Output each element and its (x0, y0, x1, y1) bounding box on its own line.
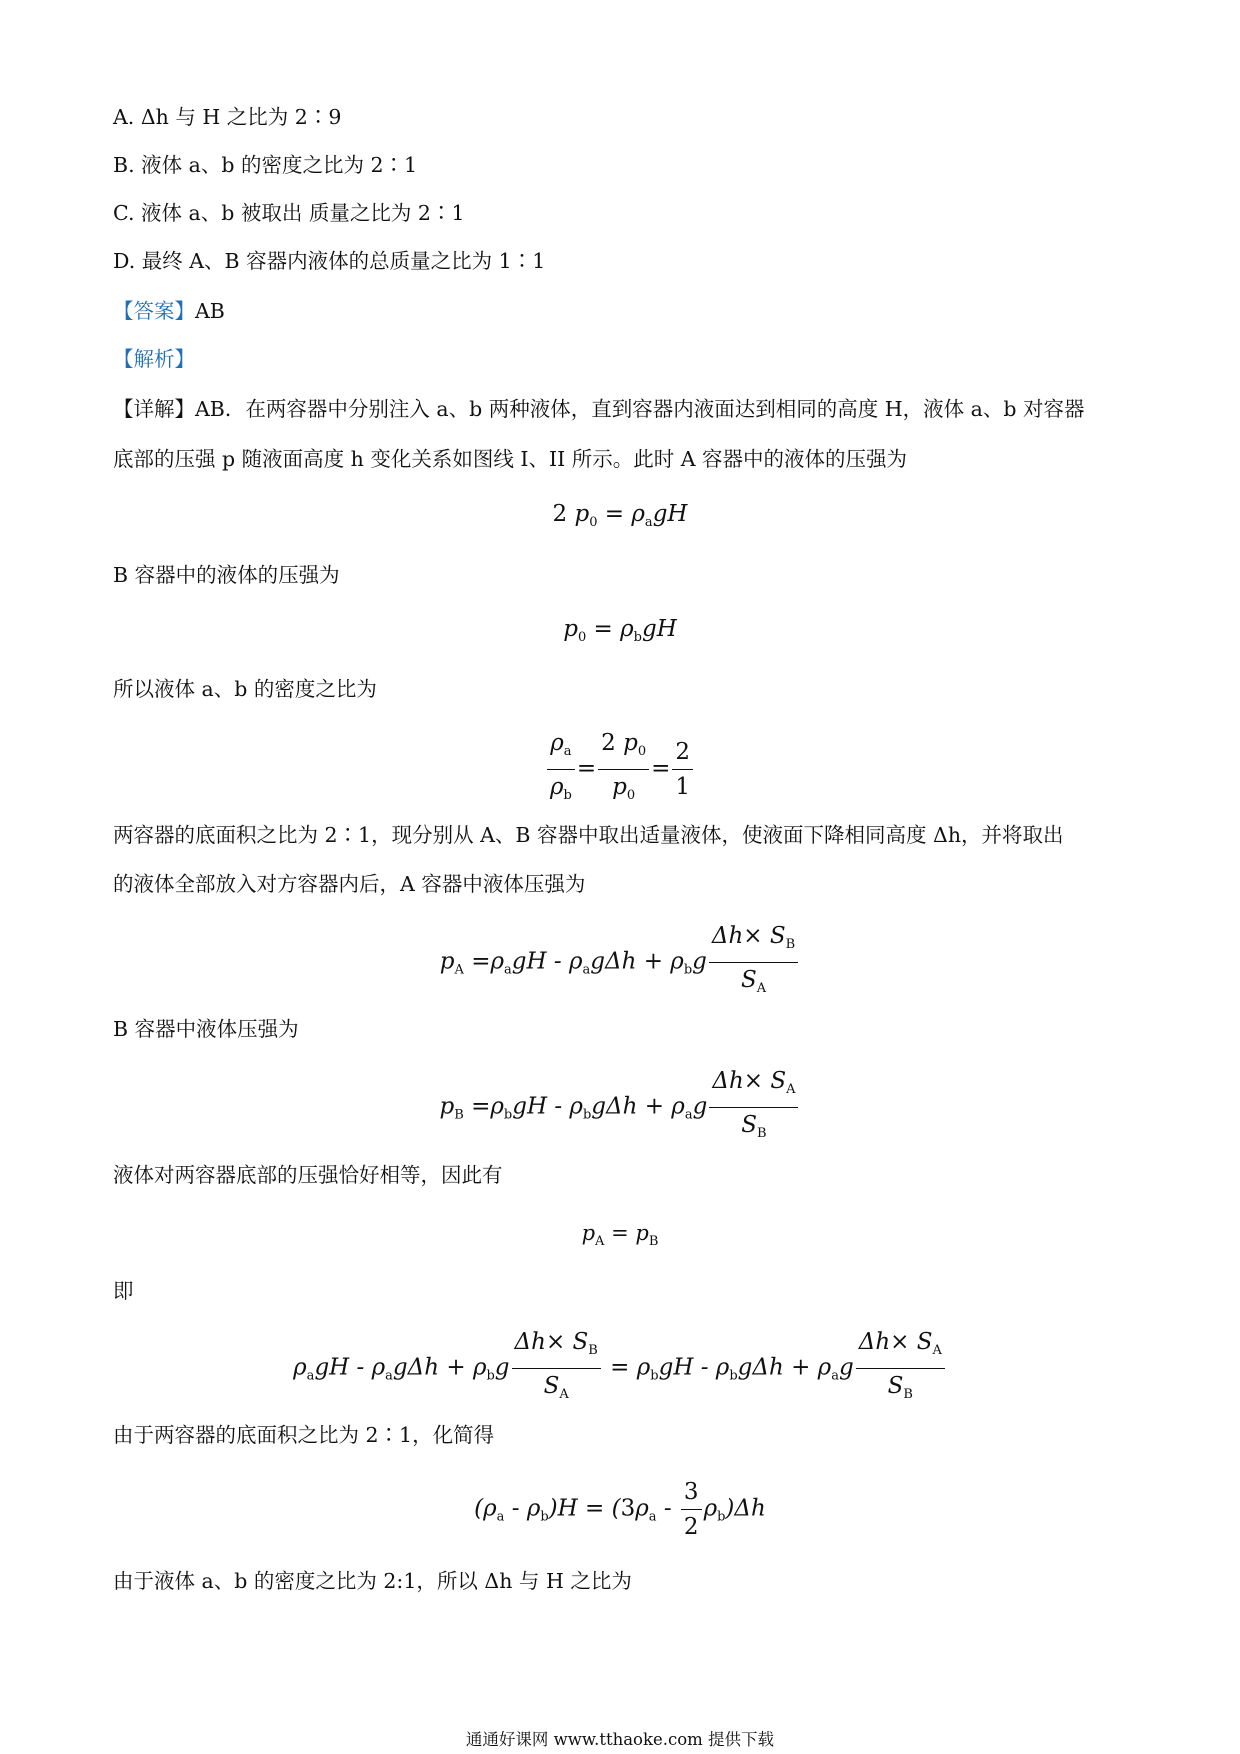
explanation-line-1 (113, 394, 1085, 424)
text-pb-pressure: B 容器中液体压强为 (113, 1017, 299, 1041)
equation-simplified: $(\rho_a - \rho_b)H = (3\rho_a$ - $\frac{3}{2}$ $\rho_b)\Delta h$ (0, 1475, 1240, 1544)
explanation-line-2: 底部的压强 p 随液面高度 h 变化关系如图线 I、II 所示。此时 A 容器中的液体的压强为 (113, 447, 908, 471)
explanation-line-3: 两容器的底面积之比为 2∶1，现分别从 A、B 容器中取出适量液体，使液面下降相同高度 Δh，并将取出 (113, 823, 1064, 847)
equation-pb-after: $p_B =\rho_bgH - \rho_bg\Delta h + \rho_ag$ $\frac{\Delta h\times S_A}{S_B}$ (0, 1064, 1240, 1151)
explanation-tag: 【详解】 (113, 397, 195, 421)
equation-pa-density: 2 $p_0 = \rho_agH$ (552, 501, 688, 530)
text-equal-pressure: 液体对两容器底部的压强恰好相等，因此有 (113, 1163, 503, 1187)
option-b: B. 液体 a、b 的密度之比为 2∶1 (113, 153, 418, 177)
option-d: D. 最终 A、B 容器内液体的总质量之比为 1∶1 (113, 249, 546, 273)
answer-tag: 【答案】 (113, 299, 195, 323)
text-b-pressure: B 容器中的液体的压强为 (113, 563, 340, 587)
option-a: A. Δh 与 H 之比为 2∶9 (113, 105, 342, 129)
equation-expanded: $\rho_agH - \rho_ag\Delta h + \rho_bg$ $\frac{\Delta h\times S_B}{S_A}$ = $\rho_bgH - \rho_bg\Delta h + \rho_ag$ $\frac{\Delta h\times S_A}{S_B}$ (0, 1325, 1240, 1412)
text-density-ratio: 所以液体 a、b 的密度之比为 (113, 677, 377, 701)
explanation-line-4: 的液体全部放入对方容器内后，A 容器中液体压强为 (113, 872, 586, 896)
explanation-text-1: AB．在两容器中分别注入 a、b 两种液体，直到容器内液面达到相同的高度 H，液体 a、b 对容器 (195, 397, 1085, 421)
equation-pb-density: $p_0 = \rho_bgH$ (563, 616, 677, 645)
page-footer: 通通好课网 www.tthaoke.com 提供下载 (465, 1730, 775, 1749)
equation-pa-equals-pb: $p_A = p_B$ (581, 1221, 659, 1249)
answer-line (113, 296, 225, 326)
equation-density-ratio: $\frac{\rho_a}{\rho_b}$ = $\frac{2 p_0}{p_0}$ = $\frac{2}{1}$ (0, 726, 1240, 813)
analysis-tag: 【解析】 (113, 347, 195, 371)
text-simplify: 由于两容器的底面积之比为 2∶1，化简得 (113, 1423, 495, 1447)
option-c: C. 液体 a、b 被取出 质量之比为 2∶1 (113, 201, 465, 225)
text-last: 由于液体 a、b 的密度之比为 2:1，所以 Δh 与 H 之比为 (113, 1569, 632, 1593)
text-ji: 即 (113, 1279, 134, 1303)
answer-value: AB (195, 299, 225, 323)
equation-pa-after: $p_A =\rho_agH - \rho_ag\Delta h + \rho_bg$ $\frac{\Delta h\times S_B}{S_A}$ (0, 919, 1240, 1006)
